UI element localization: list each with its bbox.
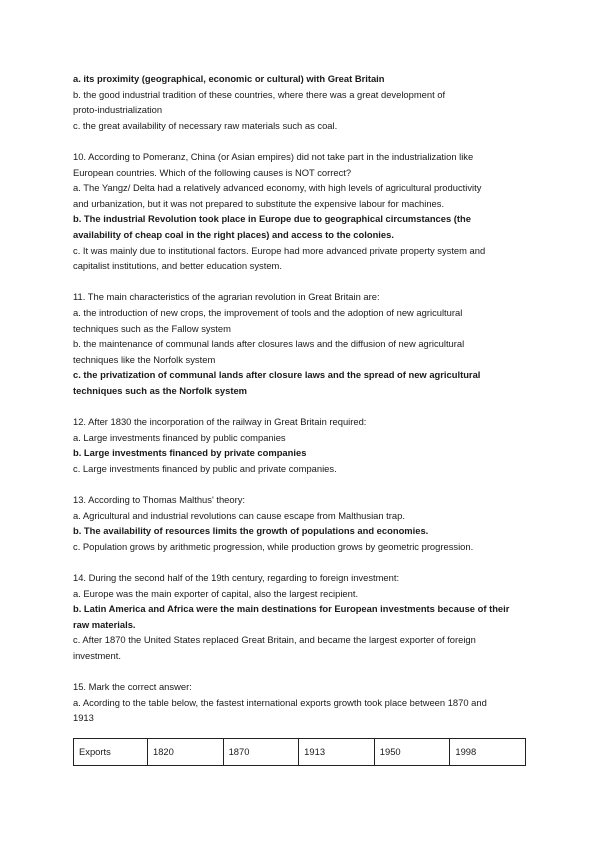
q10-option-c-line1: c. It was mainly due to institutional factors. Europe had more advanced private property system and	[73, 244, 486, 256]
q13-option-b: b. The availability of resources limits the growth of populations and economies.	[73, 525, 429, 537]
exports-table	[73, 738, 526, 766]
q9-option-a: a. its proximity (geographical, economic or cultural) with Great Britain	[73, 73, 385, 84]
q12-option-a: a. Large investments financed by public companies	[73, 431, 286, 443]
q15-option-a-line1: a. Acording to the table below, the fastest international exports growth took place between 1870 and	[73, 696, 487, 708]
q13-question: 13. According to Thomas Malthus' theory:	[73, 494, 246, 506]
q11-option-a-line2: techniques such as the Fallow system	[73, 322, 231, 334]
q15-option-a-line2: 1913	[73, 712, 94, 724]
q13-option-a: a. Agricultural and industrial revolutions can cause escape from Malthusian trap.	[73, 509, 405, 521]
q13-option-c: c. Population grows by arithmetic progression, while production grows by geometric progression.	[73, 540, 474, 552]
table-cell: Exports	[74, 738, 148, 765]
q11-option-b-line1: b. the maintenance of communal lands after closures laws and the diffusion of new agricultural	[73, 338, 465, 350]
q9-option-c: c. the great availability of necessary raw materials such as coal.	[73, 119, 338, 131]
q11-option-b-line2: techniques like the Norfolk system	[73, 353, 216, 365]
q12-option-b: b. Large investments financed by private companies	[73, 447, 307, 459]
q10-option-b-line2: availability of cheap coal in the right places) and access to the colonies.	[73, 228, 394, 240]
table-cell: 1950	[374, 738, 450, 765]
table-row	[74, 738, 526, 765]
q11-option-c-line1: c. the privatization of communal lands after closure laws and the spread of new agricultural	[73, 369, 481, 381]
table-cell: 1913	[299, 738, 375, 765]
table-cell: 1820	[147, 738, 223, 765]
q14-question: 14. During the second half of the 19th century, regarding to foreign investment:	[73, 572, 400, 583]
q14-option-b-line1: b. Latin America and Africa were the main destinations for European investments because of their	[73, 603, 510, 615]
q9-option-b-line1: b. the good industrial tradition of these countries, where there was a great development of	[73, 88, 446, 100]
q14-option-c-line1: c. After 1870 the United States replaced Great Britain, and became the largest exporter of foreign	[73, 634, 476, 646]
table-cell: 1998	[450, 738, 526, 765]
q11-option-a-line1: a. the introduction of new crops, the improvement of tools and the adoption of new agricultural	[73, 306, 463, 318]
q14-option-c-line2: investment.	[73, 649, 121, 661]
q10-option-c-line2: capitalist institutions, and better education system.	[73, 260, 282, 272]
q11-option-c-line2: techniques such as the Norfolk system	[73, 384, 248, 396]
q11-question: 11. The main characteristics of the agrarian revolution in Great Britain are:	[73, 291, 380, 303]
q10-question-line1: 10. According to Pomeranz, China (or Asian empires) did not take part in the industrialization like	[73, 150, 474, 162]
table-cell: 1870	[223, 738, 299, 765]
q14-option-b-line2: raw materials.	[73, 618, 136, 630]
q10-option-a-line1: a. The Yangz/ Delta had a relatively advanced economy, with high levels of agricultural productivity	[73, 182, 482, 194]
q14-option-a: a. Europe was the main exporter of capital, also the largest recipient.	[73, 587, 359, 599]
q10-option-b-line1: b. The industrial Revolution took place in Europe due to geographical circumstances (the	[73, 213, 471, 225]
q10-question-line2: European countries. Which of the following causes is NOT correct?	[73, 166, 352, 178]
q12-option-c: c. Large investments financed by public and private companies.	[73, 462, 337, 474]
q15-question: 15. Mark the correct answer:	[73, 681, 192, 693]
q9-option-b-line2: proto-industrialization	[73, 104, 163, 116]
q12-question: 12. After 1830 the incorporation of the railway in Great Britain required:	[73, 416, 367, 428]
q10-option-a-line2: and urbanization, but it was not prepared to substitute the expensive labour for machines.	[73, 197, 445, 209]
